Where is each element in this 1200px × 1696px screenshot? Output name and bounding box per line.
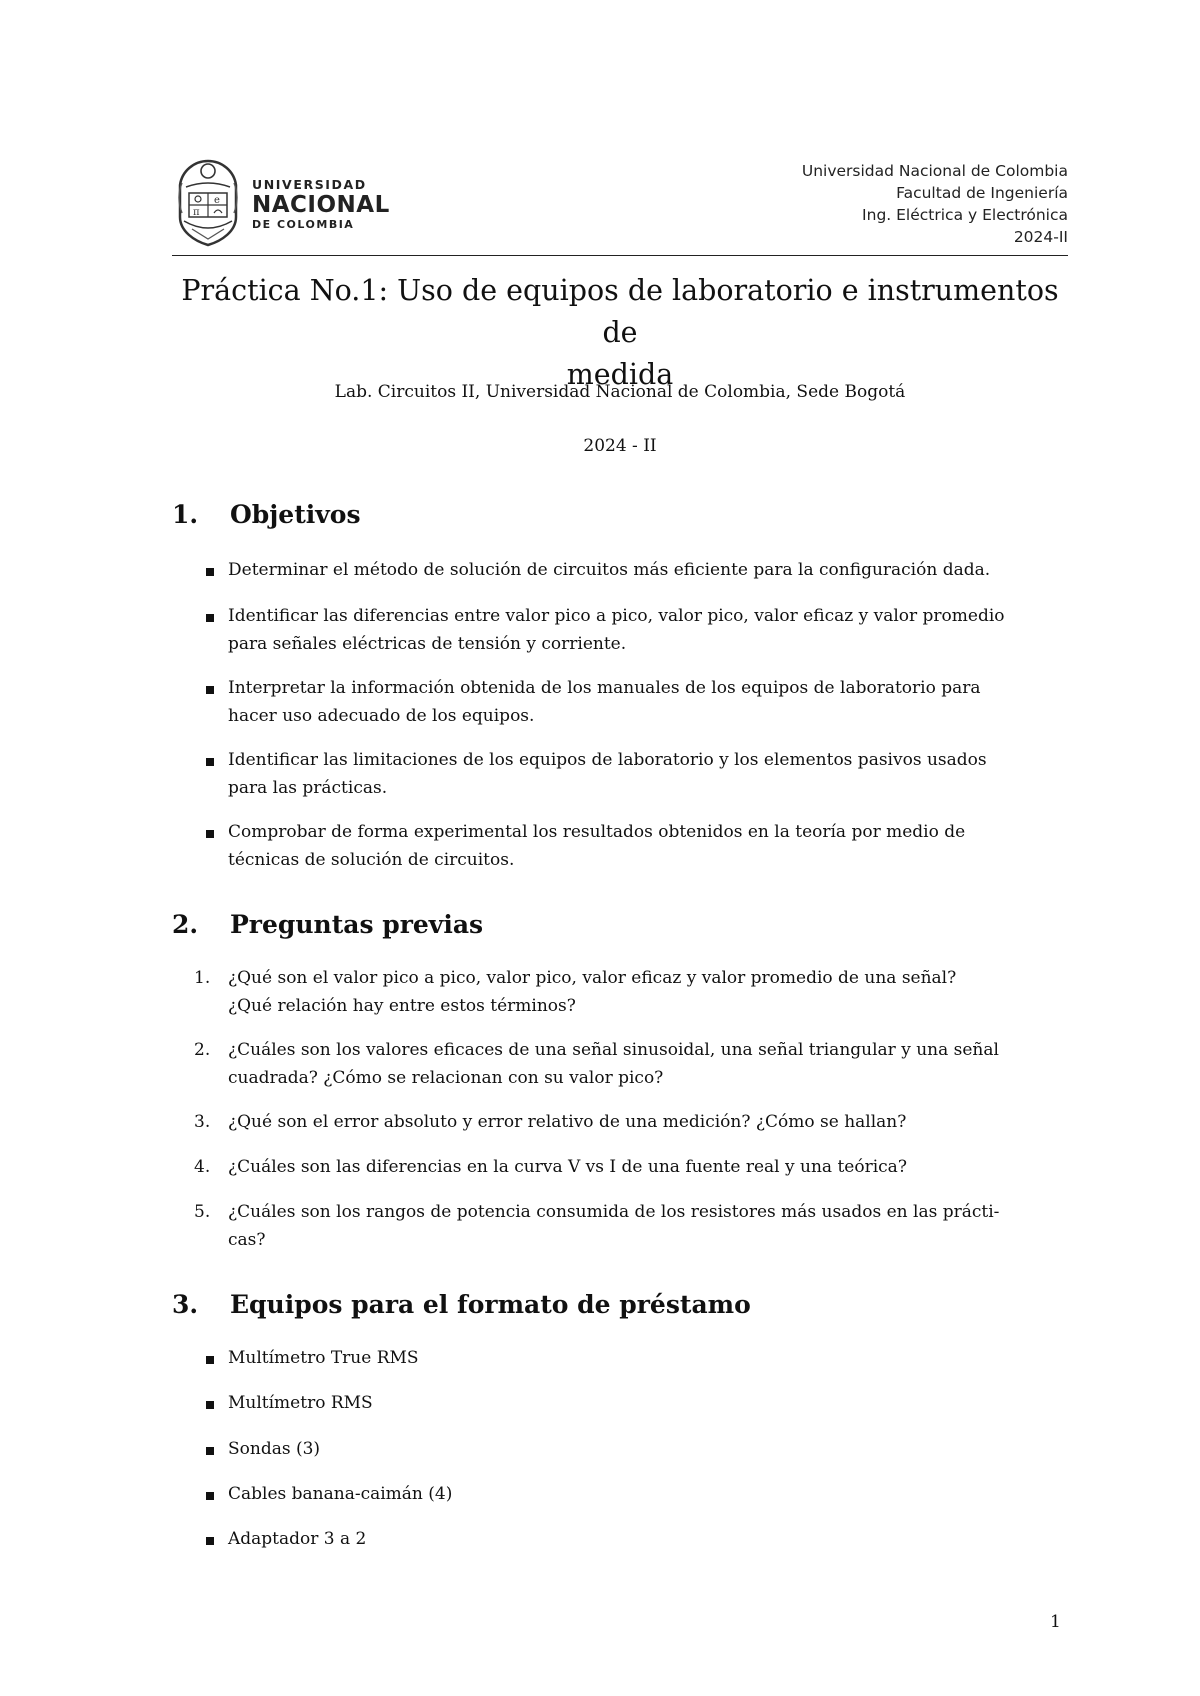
section-number: 3.	[172, 1290, 199, 1319]
institution-block	[802, 160, 1068, 248]
list-item	[228, 1037, 1068, 1092]
list-item	[228, 557, 1068, 585]
item-text: Multímetro True RMS	[228, 1348, 419, 1368]
university-crest-icon	[172, 157, 244, 247]
item-text: Determinar el método de solución de circuitos más eficiente para la configuración dada.	[228, 560, 991, 580]
item-text: Interpretar la información obtenida de los manuales de los equipos de laboratorio para	[228, 678, 981, 698]
item-text: para las prácticas.	[228, 777, 388, 798]
logo-line-colombia: DE COLOMBIA	[252, 218, 355, 231]
item-text: Identificar las limitaciones de los equipos de laboratorio y los elementos pasivos usados	[228, 750, 987, 770]
list-item	[228, 1109, 1068, 1137]
item-text: cuadrada? ¿Cómo se relacionan con su valor pico?	[228, 1067, 664, 1088]
item-text: para señales eléctricas de tensión y corriente.	[228, 633, 627, 654]
document-subtitle: Lab. Circuitos II, Universidad Nacional de Colombia, Sede Bogotá	[334, 382, 906, 402]
item-text: Identificar las diferencias entre valor pico a pico, valor pico, valor eficaz y valor promedio	[228, 606, 1005, 626]
section-number: 2.	[172, 910, 199, 939]
header-divider	[172, 255, 1068, 256]
list-item	[228, 747, 1068, 802]
item-text: ¿Qué son el valor pico a pico, valor pico, valor eficaz y valor promedio de una señal?	[228, 968, 957, 988]
faculty-name: Facultad de Ingeniería	[896, 184, 1068, 202]
item-text: ¿Cuáles son los valores eficaces de una señal sinusoidal, una señal triangular y una señal	[228, 1040, 999, 1060]
item-text: Sondas (3)	[228, 1439, 321, 1459]
bullet-icon	[206, 1447, 214, 1455]
item-text: Multímetro RMS	[228, 1393, 373, 1413]
svg-text:π: π	[193, 207, 200, 218]
section-title: Equipos para el formato de préstamo	[230, 1290, 751, 1319]
item-number: 2.	[194, 1040, 211, 1060]
title-line: medida	[566, 358, 674, 391]
logo-wordmark	[252, 177, 390, 232]
bullet-icon	[206, 1401, 214, 1409]
item-text: ¿Qué son el error absoluto y error relativo de una medición? ¿Cómo se hallan?	[228, 1112, 907, 1132]
bullet-icon	[206, 1356, 214, 1364]
semester-label: 2024-II	[1013, 228, 1068, 246]
logo-line-nacional: NACIONAL	[252, 192, 390, 218]
list-item	[228, 965, 1068, 1020]
section-heading-equipos	[172, 1290, 751, 1319]
bullet-icon	[206, 568, 214, 576]
list-item	[228, 603, 1068, 658]
bullet-icon	[206, 686, 214, 694]
list-item	[228, 819, 1068, 874]
item-number: 5.	[194, 1202, 211, 1222]
item-text: ¿Qué relación hay entre estos términos?	[228, 995, 576, 1016]
list-item	[228, 1345, 1068, 1373]
bullet-icon	[206, 1492, 214, 1500]
document-date: 2024 - II	[583, 436, 657, 456]
item-text: Comprobar de forma experimental los resultados obtenidos en la teoría por medio de	[228, 822, 966, 842]
document-title	[172, 270, 1068, 396]
item-number: 3.	[194, 1112, 211, 1132]
list-item	[228, 1199, 1068, 1254]
item-number: 4.	[194, 1157, 211, 1177]
title-line: Práctica No.1: Uso de equipos de laboratorio e instrumentos de	[181, 274, 1059, 349]
section-title: Preguntas previas	[230, 910, 484, 939]
item-number: 1.	[194, 968, 211, 988]
institution-name: Universidad Nacional de Colombia	[801, 162, 1068, 180]
list-item	[228, 1390, 1068, 1418]
section-heading-objetivos	[172, 500, 361, 529]
list-item	[228, 1481, 1068, 1509]
bullet-icon	[206, 1537, 214, 1545]
section-number: 1.	[172, 500, 199, 529]
section-heading-preguntas	[172, 910, 483, 939]
page-number: 1	[1050, 1612, 1061, 1632]
university-logo	[172, 157, 390, 247]
list-item	[228, 675, 1068, 730]
item-text: Adaptador 3 a 2	[228, 1529, 367, 1549]
svg-text:e: e	[214, 195, 220, 206]
logo-line-universidad: UNIVERSIDAD	[252, 177, 367, 192]
department-name: Ing. Eléctrica y Electrónica	[862, 206, 1068, 224]
bullet-icon	[206, 614, 214, 622]
list-item	[228, 1526, 1068, 1554]
item-text: ¿Cuáles son los rangos de potencia consumida de los resistores más usados en las prácti-	[228, 1202, 1000, 1222]
item-text: cas?	[228, 1229, 266, 1250]
bullet-icon	[206, 830, 214, 838]
item-text: hacer uso adecuado de los equipos.	[228, 705, 535, 726]
list-item	[228, 1154, 1068, 1182]
item-text: técnicas de solución de circuitos.	[228, 849, 515, 870]
section-title: Objetivos	[230, 500, 361, 529]
bullet-icon	[206, 758, 214, 766]
item-text: ¿Cuáles son las diferencias en la curva V vs I de una fuente real y una teórica?	[228, 1157, 907, 1177]
list-item	[228, 1436, 1068, 1464]
item-text: Cables banana-caimán (4)	[228, 1484, 453, 1504]
